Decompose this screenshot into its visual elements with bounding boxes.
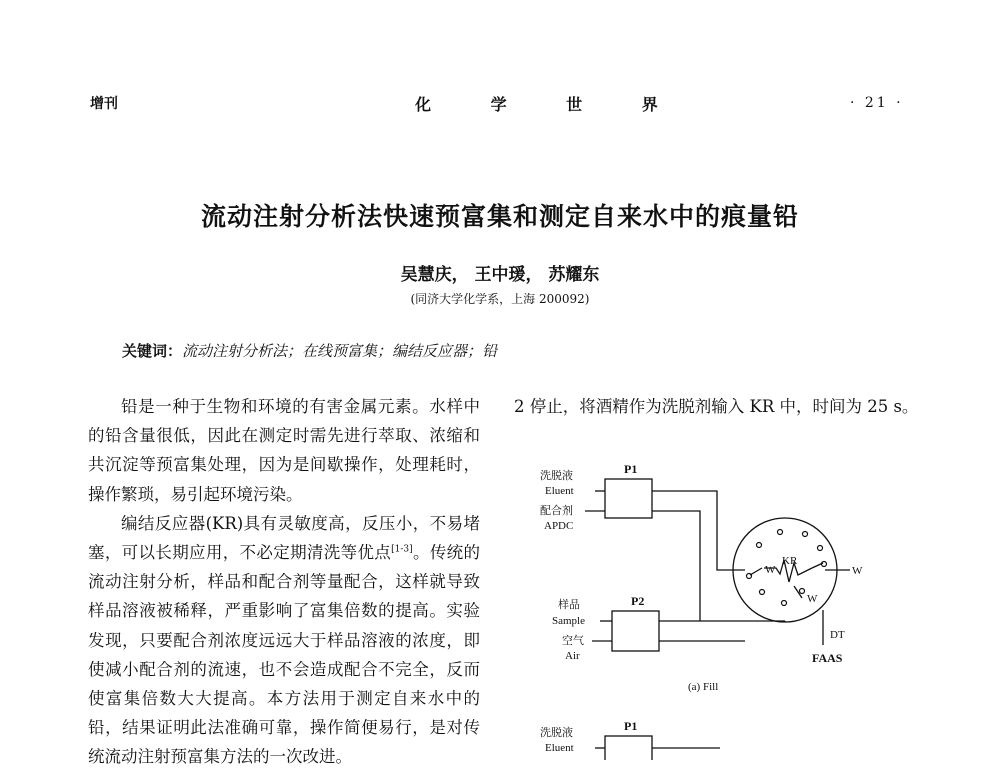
paragraph-2-part-a: 编结反应器(KR)具有灵敏度高，反压小，不易堵塞，可以长期应用，不必定期清洗等优点 bbox=[88, 513, 480, 563]
pump-p1-label: P1 bbox=[624, 462, 638, 476]
complexant-label-cn: 配合剂 bbox=[540, 505, 573, 517]
waste-label-inner: W bbox=[765, 564, 776, 576]
paragraph-2-part-b: 。传统的流动注射分析，样品和配合剂等量配合，这样就导致样品溶液被稀释，严重影响了富集倍数的提高。实验发现，只要配合剂浓度远远大于样品溶液的浓度，即使减小配合剂的流速，也不会造成配合不完全，反而使富集倍数大大提高。本方法用于测定自来水中的铅，结果证明此法准确可靠，操作简便易行，是对传统流动注射预富集方法的一次改进。 bbox=[88, 543, 481, 767]
eluent-label-cn-b: 洗脱液 bbox=[540, 727, 573, 739]
waste-label-outer: W bbox=[852, 565, 863, 577]
complexant-label-en: APDC bbox=[544, 520, 574, 532]
eluent-label-en: Eluent bbox=[545, 485, 574, 497]
flow-diagram bbox=[540, 460, 880, 760]
eluent-label-en-b: Eluent bbox=[545, 742, 574, 754]
authors: 吴慧庆， 王中瑗， 苏耀东 bbox=[400, 265, 600, 285]
paragraph-1: 铅是一种于生物和环境的有害金属元素。水样中的铅含量很低，因此在测定时需先进行萃取、浓缩和共沉淀等预富集处理，因为是间歇操作，处理耗时，操作繁琐，易引起环境污染。 bbox=[88, 397, 480, 504]
journal-issue-label: 增刊 bbox=[90, 96, 118, 112]
keywords-label: 关键词： bbox=[122, 342, 183, 360]
dt-label: DT bbox=[830, 629, 845, 641]
citation-ref: [1-3] bbox=[391, 544, 413, 555]
pump-p1-label-b: P1 bbox=[624, 719, 638, 733]
page-number: · 21 · bbox=[850, 95, 904, 111]
pump-p1-box-b bbox=[605, 736, 652, 760]
left-column bbox=[88, 392, 480, 772]
figure-caption: (a) Fill bbox=[688, 681, 719, 693]
faas-label: FAAS bbox=[812, 651, 843, 665]
article-title: 流动注射分析法快速预富集和测定自来水中的痕量铅 bbox=[200, 202, 799, 231]
injection-valve bbox=[733, 518, 837, 622]
air-label-cn: 空气 bbox=[562, 635, 584, 647]
affiliation: (同济大学化学系，上海 200092) bbox=[410, 292, 590, 306]
right-column bbox=[514, 392, 919, 421]
right-paragraph-1: 2 停止，将酒精作为洗脱剂输入 KR 中，时间为 25 s。 bbox=[514, 397, 919, 416]
sample-label-cn: 样品 bbox=[558, 599, 580, 611]
kr-label: KR bbox=[782, 555, 798, 567]
pump-p2-box bbox=[612, 611, 659, 651]
waste-label-lower: W bbox=[807, 593, 818, 605]
air-label-en: Air bbox=[565, 650, 580, 662]
sample-label-en: Sample bbox=[552, 615, 585, 627]
pump-p2-label: P2 bbox=[631, 594, 645, 608]
journal-name: 化 学 世 界 bbox=[415, 95, 685, 114]
pump-p1-box bbox=[605, 479, 652, 518]
eluent-label-cn: 洗脱液 bbox=[540, 470, 573, 482]
keywords bbox=[122, 340, 497, 361]
paragraph-2 bbox=[88, 509, 480, 772]
keywords-value: 流动注射分析法；在线预富集；编结反应器；铅 bbox=[182, 342, 498, 360]
